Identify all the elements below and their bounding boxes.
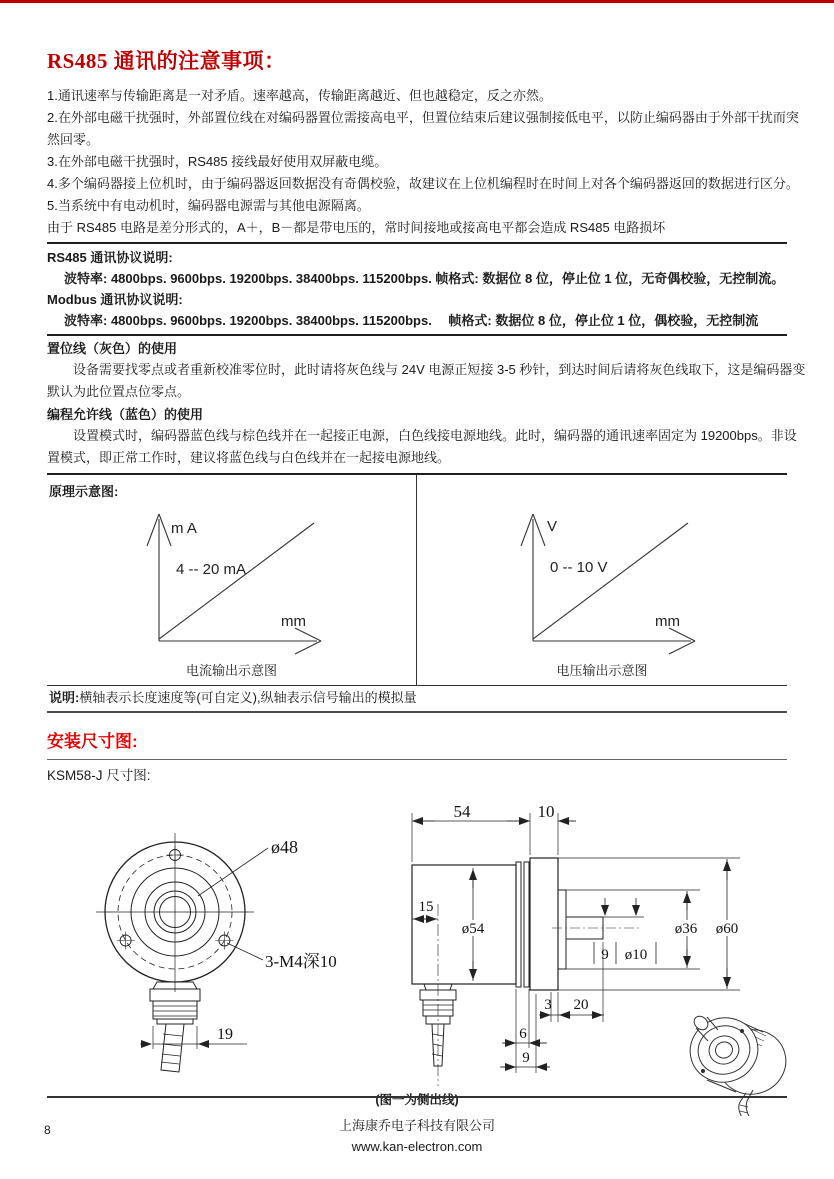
- divider: [47, 759, 787, 760]
- dim-groove: 3: [544, 997, 552, 1013]
- dim-flange: 10: [537, 802, 555, 821]
- company-website: www.kan-electron.com: [351, 1139, 483, 1154]
- principle-heading: 原理示意图:: [49, 484, 119, 499]
- principle-diagram-row: [47, 475, 787, 685]
- program-line-section: [47, 405, 797, 469]
- note-line: 4.多个编码器接上位机时，由于编码器返回数据没有奇偶校验，故建议在上位机编程时在时间上对各个编码器返回的数据进行区分。: [47, 176, 799, 191]
- modbus-protocol-line: 波特率: 4800bps. 9600bps. 19200bps. 38400bps. 115200bps. 帧格式: 数据位 8 位，停止位 1 位，偶校验，无控制流: [64, 313, 759, 328]
- page-content: [0, 45, 834, 1118]
- program-line-body: 设置模式时，编码器蓝色线与棕色线并在一起接正电源，白色线接电源地线。此时，编码器的通讯速率固定为 19200bps。非设: [73, 428, 797, 443]
- note-line: 然回零。: [47, 132, 100, 147]
- x-axis-label: mm: [655, 613, 680, 630]
- current-plot-caption: 电流输出示意图: [185, 663, 277, 678]
- dim-cable-width: 19: [217, 1026, 233, 1043]
- dim-9: 9: [522, 1050, 530, 1066]
- divider: [47, 242, 787, 244]
- dim-body-dia: ø54: [461, 921, 485, 937]
- dim-shaft-dia: ø10: [624, 947, 648, 963]
- note-line: 由于 RS485 电路是差分形式的，A＋，B－都是带电压的，常时间接地或接高电平都会造成 RS485 电路损坏: [47, 220, 666, 235]
- notes-list: [47, 85, 799, 239]
- modbus-protocol-heading: Modbus 通讯协议说明:: [47, 292, 183, 307]
- divider: [47, 334, 787, 336]
- footer: [44, 1115, 787, 1157]
- note-text: 横轴表示长度速度等(可自定义),纵轴表示信号输出的模拟量: [79, 690, 417, 705]
- note-line: 3.在外部电磁干扰强时，RS485 接线最好使用双屏蔽电缆。: [47, 154, 388, 169]
- set-line-body: 设备需要找零点或者重新校准零位时，此时请将灰色线与 24V 电源正短接 3-5 秒针，到达时间后请将灰色线取下，这是编码器变: [73, 362, 806, 377]
- dim-shaft-step: 9: [601, 947, 609, 963]
- dim-shaft-len: 20: [573, 997, 589, 1013]
- page-title: RS485 通讯的注意事项：: [47, 49, 286, 73]
- principle-diagram-table: [47, 473, 787, 713]
- dim-screws: 3-M4深10: [265, 952, 337, 971]
- rs485-protocol-line: 波特率: 4800bps. 9600bps. 19200bps. 38400bps. 115200bps. 帧格式: 数据位 8 位，停止位 1 位，无奇偶校验，无控制流。: [64, 271, 785, 286]
- voltage-plot-caption: 电压输出示意图: [556, 663, 648, 678]
- voltage-output-plot: [423, 499, 723, 659]
- note-label: 说明:: [49, 690, 80, 705]
- note-line: 5.当系统中有电动机时，编码器电源需与其他电源隔离。: [47, 198, 370, 213]
- range-label: 4 -- 20 mA: [176, 561, 247, 578]
- dim-flange-dia: ø60: [715, 921, 739, 937]
- rs485-protocol-heading: RS485 通讯协议说明:: [47, 250, 173, 265]
- side-view-drawing: [390, 796, 810, 1116]
- dim-6: 6: [519, 1026, 527, 1042]
- program-line-heading: 编程允许线（蓝色）的使用: [47, 407, 204, 422]
- company-name: 上海康乔电子科技有限公司: [338, 1118, 495, 1133]
- dim-depth: 54: [453, 802, 471, 821]
- note-line: 1.通讯速率与传输距离是一对矛盾。速率越高，传输距离越近、但也越稳定，反之亦然。: [47, 88, 552, 103]
- dim-dia48: ø48: [271, 837, 298, 857]
- set-line-heading: 置位线（灰色）的使用: [47, 341, 178, 356]
- current-output-cell: [47, 475, 417, 685]
- note-line: 2.在外部电磁干扰强时，外部置位线在对编码器置位需接高电平，但置位结束后建议强制接低电平，以防止编码器由于外部干扰而突: [47, 110, 799, 125]
- dimension-drawings: [47, 796, 787, 1118]
- set-line-section: [47, 339, 806, 403]
- set-line-body: 默认为此位置点位零点。: [47, 384, 191, 399]
- y-axis-label: m A: [171, 520, 197, 537]
- dim-cable-offset: 15: [418, 899, 434, 915]
- y-axis-label: V: [547, 518, 558, 535]
- page-number: 8: [44, 1123, 51, 1137]
- x-axis-label: mm: [281, 613, 306, 630]
- footer-divider: [47, 1096, 787, 1098]
- protocol-section: [47, 247, 787, 331]
- principle-note-row: [47, 685, 787, 713]
- model-label: KSM58-J 尺寸图:: [47, 768, 151, 783]
- front-view-drawing: [60, 806, 380, 1106]
- range-label: 0 -- 10 V: [550, 559, 608, 576]
- dim-hub-dia: ø36: [674, 921, 698, 937]
- install-section-heading: 安装尺寸图:: [47, 732, 138, 751]
- current-output-plot: [49, 499, 349, 659]
- drawing-caption: (图一为侧出线): [375, 1093, 459, 1107]
- voltage-output-cell: [417, 475, 787, 685]
- program-line-body: 置模式，即正常工作时，建议将蓝色线与白色线并在一起接电源地线。: [47, 450, 451, 465]
